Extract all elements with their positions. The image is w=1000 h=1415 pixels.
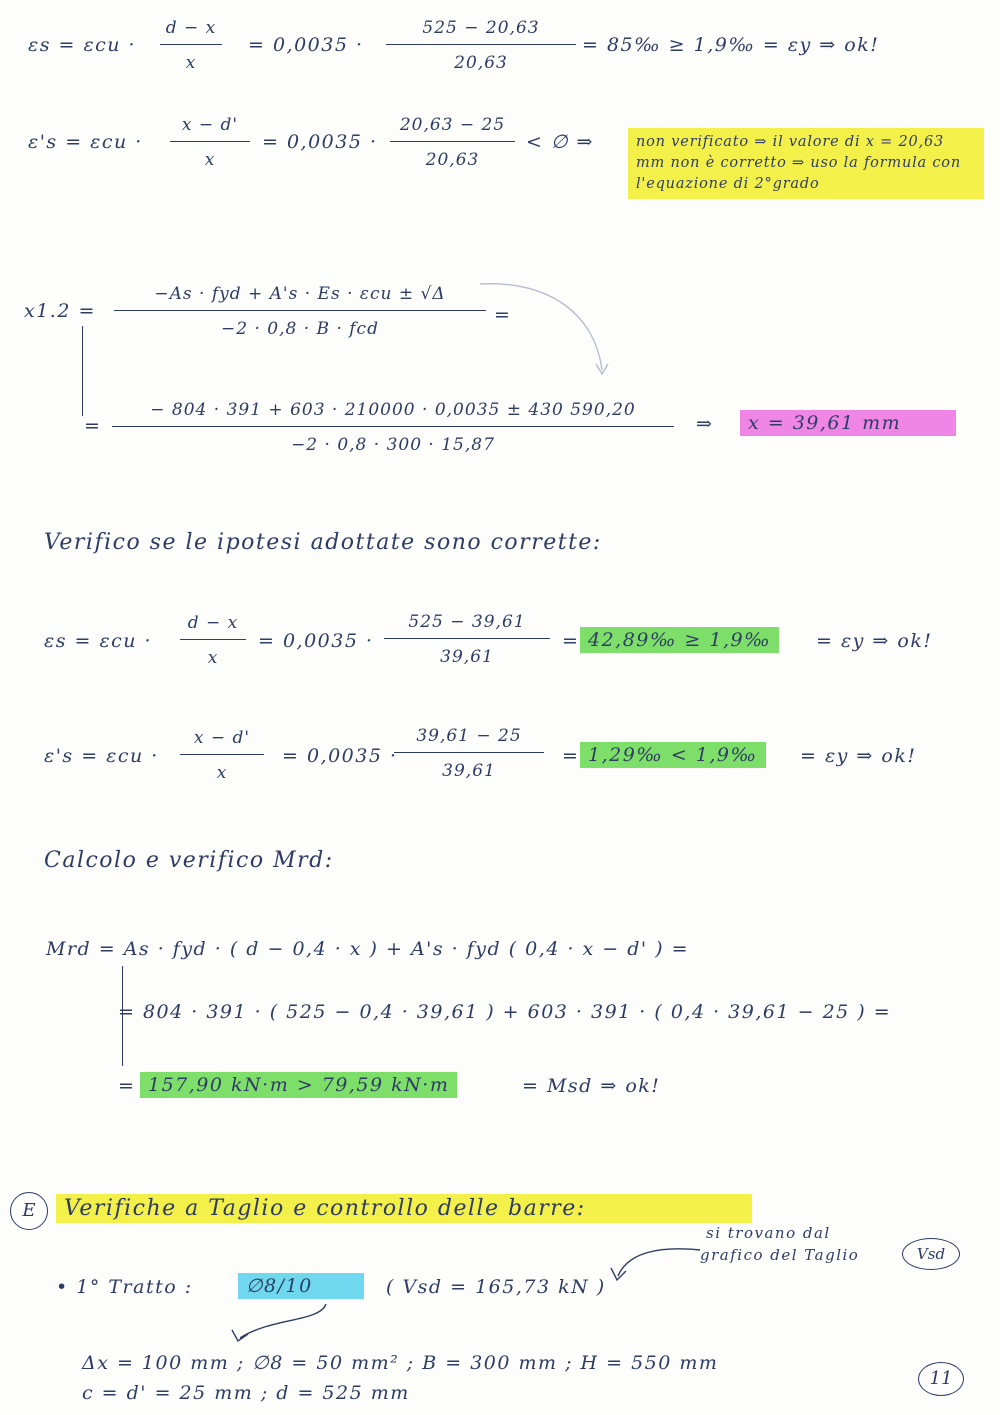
- x12-equals: =: [494, 304, 512, 326]
- fraction-numerator: − 804 · 391 + 603 · 210000 · 0,0035 ± 430 590,20: [150, 400, 636, 420]
- x12-equals-2: =: [84, 415, 102, 437]
- esp-fraction-2: [390, 115, 515, 170]
- mrd-result: 157,90 kN·m > 79,59 kN·m: [140, 1072, 457, 1098]
- es2-equals: =: [562, 630, 580, 652]
- es2-lhs: εs = εcu ·: [44, 630, 153, 652]
- vsd-circle: Vsd: [902, 1238, 960, 1270]
- esp-lhs: ε's = εcu ·: [28, 131, 143, 153]
- mrd-tail: = Msd ⇒ ok!: [522, 1075, 661, 1097]
- fraction-denominator: 39,61: [442, 761, 496, 781]
- fraction-numerator: d − x: [165, 18, 217, 38]
- es2-tail: = εy ⇒ ok!: [816, 630, 933, 652]
- not-verified-note: non verificato ⇒ il valore di x = 20,63 mm non è corretto ⇒ uso la formula con l'equazione di 2°grado: [628, 128, 984, 199]
- es-fraction-1: [160, 18, 222, 73]
- x-result: x = 39,61 mm: [740, 410, 956, 436]
- mrd-line-2: = 804 · 391 · ( 525 − 0,4 · 39,61 ) + 603 · 391 · ( 0,4 · 39,61 − 25 ) =: [118, 1001, 892, 1023]
- esp2-fraction-2: [394, 726, 544, 781]
- tratto-label: • 1° Tratto :: [56, 1276, 193, 1298]
- mrd-heading: Calcolo e verifico Mrd:: [44, 848, 334, 873]
- note-arrow: [600, 1240, 710, 1290]
- esp2-equals: =: [562, 745, 580, 767]
- esp2-check: 1,29‰ < 1,9‰: [580, 742, 766, 768]
- x12-fraction: [114, 284, 486, 339]
- note-line-1: si trovano dal: [706, 1224, 831, 1242]
- params-line-1: Δx = 100 mm ; ∅8 = 50 mm² ; B = 300 mm ; H = 550 mm: [82, 1352, 719, 1374]
- x12-label: x1.2 =: [24, 300, 96, 322]
- fraction-numerator: 20,63 − 25: [399, 115, 506, 135]
- shear-heading: Verifiche a Taglio e controllo delle barre:: [56, 1194, 752, 1223]
- x12-fraction-2: [112, 400, 674, 455]
- spacing-arrow: [220, 1300, 340, 1348]
- es-lhs: εs = εcu ·: [28, 34, 137, 56]
- fraction-denominator: 20,63: [454, 53, 508, 73]
- fraction-numerator: x − d': [181, 115, 239, 135]
- esp-fraction-1: [170, 115, 250, 170]
- fraction-denominator: x: [204, 150, 216, 170]
- es2-fraction-2: [384, 612, 550, 667]
- es2-check: 42,89‰ ≥ 1,9‰: [580, 627, 779, 653]
- delta-arrow: [470, 270, 620, 390]
- mrd-equals: =: [118, 1075, 136, 1097]
- tratto-stirrups: ∅8/10: [238, 1273, 364, 1299]
- es2-factor: = 0,0035 ·: [258, 630, 374, 652]
- implies-arrow: ⇒: [696, 413, 714, 435]
- es2-fraction-1: [180, 613, 246, 668]
- fraction-numerator: 525 − 20,63: [422, 18, 540, 38]
- fraction-numerator: x − d': [193, 728, 251, 748]
- fraction-numerator: 525 − 39,61: [408, 612, 526, 632]
- es-result: = 85‰ ≥ 1,9‰ = εy ⇒ ok!: [582, 34, 880, 56]
- es-fraction-2: [386, 18, 576, 73]
- esp2-tail: = εy ⇒ ok!: [800, 745, 917, 767]
- fraction-denominator: x: [207, 648, 219, 668]
- params-line-2: c = d' = 25 mm ; d = 525 mm: [82, 1382, 410, 1404]
- esp2-fraction-1: [180, 728, 264, 783]
- vsd-value: ( Vsd = 165,73 kN ): [386, 1276, 606, 1298]
- fraction-numerator: −As · fyd + A's · Es · εcu ± √Δ: [154, 284, 446, 304]
- section-letter-circle: E: [10, 1192, 48, 1230]
- fraction-denominator: x: [185, 53, 197, 73]
- fraction-denominator: 20,63: [425, 150, 480, 170]
- hypothesis-heading: Verifico se le ipotesi adottate sono corrette:: [44, 530, 602, 555]
- esp2-factor: = 0,0035 ·: [282, 745, 398, 767]
- fraction-denominator: −2 · 0,8 · B · fcd: [221, 319, 379, 339]
- fraction-numerator: 39,61 − 25: [416, 726, 522, 746]
- esp2-lhs: ε's = εcu ·: [44, 745, 159, 767]
- fraction-denominator: −2 · 0,8 · 300 · 15,87: [291, 435, 495, 455]
- note-line-2: grafico del Taglio: [700, 1246, 860, 1264]
- fraction-denominator: x: [216, 763, 228, 783]
- esp-factor: = 0,0035 ·: [262, 131, 378, 153]
- mrd-line-1: Mrd = As · fyd · ( d − 0,4 · x ) + A's · fyd ( 0,4 · x − d' ) =: [46, 938, 690, 960]
- page-number: 11: [918, 1362, 964, 1396]
- es-factor: = 0,0035 ·: [248, 34, 364, 56]
- fraction-numerator: d − x: [187, 613, 239, 633]
- fraction-denominator: 39,61: [440, 647, 494, 667]
- brace-line: [82, 326, 83, 416]
- esp-result: < ∅ ⇒: [526, 131, 594, 153]
